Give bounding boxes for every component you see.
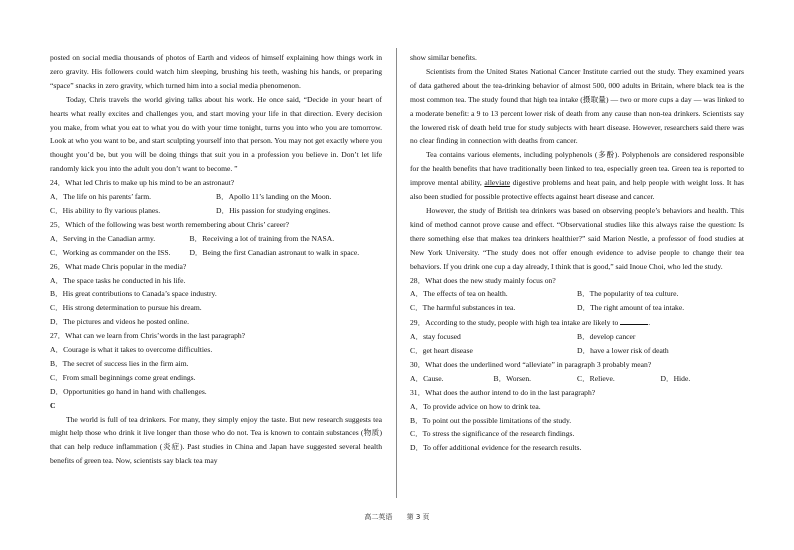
question-29-option-d[interactable]: D．have a lower risk of death (577, 346, 669, 356)
question-24-stem: 24．What led Chris to make up his mind to be an astronaut? (50, 178, 235, 188)
question-30-stem: 30．What does the underlined word “alleviate” in paragraph 3 probably mean? (410, 359, 652, 369)
question-31-option-d[interactable]: D．To offer additional evidence for the research results. (410, 443, 582, 453)
question-28-options-row (410, 287, 744, 301)
question-31-option-c[interactable]: C．To stress the significance of the research findings. (410, 429, 575, 439)
question-30-option-c[interactable]: C．Relieve. (577, 373, 615, 383)
paragraph-text: digestive problems and heat pain, and help people with weight loss. It has also been studied for possible protective effects against heart disease and cancer. (410, 178, 744, 202)
question-30-option-a[interactable]: A．Cause. (410, 373, 444, 383)
question-29-option-c[interactable]: C．get heart disease (410, 346, 473, 356)
question-30-option-d[interactable]: D．Hide. (660, 373, 691, 383)
question-30-options-row (410, 372, 744, 386)
question-29-options-row (410, 344, 744, 358)
question-28-option-d[interactable]: D．The right amount of tea intake. (577, 303, 685, 313)
passage-c-paragraph: However, the study of British tea drinkers was based on observing people’s behaviors and health. This kind of method cannot prove cause and effect. “Observational studies like this always raise the question: Is there something else that makes tea drinkers healthier?” said Marion Nestle, a professor of food studies at New York University. “The study does not offer enough evidence to advise people to change their tea behaviors. If you drink one cup a day already, I think that is good,” said Inoue Choi, who led the study. (410, 205, 744, 271)
question-25-options-row (50, 246, 382, 260)
answer-blank[interactable] (620, 315, 651, 328)
question-31-stem: 31．What does the author intend to do in the last paragraph? (410, 387, 596, 397)
question-29-option-a[interactable]: A．stay focused (410, 332, 461, 342)
passage-c-paragraph: Scientists from the United States National Cancer Institute carried out the study. They examined years of data gathered about the tea-drinking behavior of almost 500, 000 adults in Britain, where black tea is the most common tea. The study found that high tea intake (摄取量) — two or more cups a day — was linked to a moderate benefit: a 9 to 13 percent lower risk of death from any cause than non-tea drinkers. Scientists say the lowered risk of death held true for study subjects with heart disease. However, researchers said there was no clear finding in connection with deaths from cancer. (410, 66, 744, 146)
question-27-option-c[interactable]: C．From small beginnings come great endings. (50, 372, 196, 382)
question-31-option-b[interactable]: B．To point out the possible limitations of the study. (410, 415, 572, 425)
footer-subject: 高二英语 (364, 513, 393, 521)
question-24-option-b[interactable]: B．Apollo 11’s landing on the Moon. (216, 192, 332, 202)
question-25-options-row (50, 232, 382, 246)
question-28-option-a[interactable]: A．The effects of tea on health. (410, 289, 508, 299)
column-divider (396, 48, 397, 498)
passage-c-paragraph (410, 148, 744, 204)
question-27-option-a[interactable]: A．Courage is what it takes to overcome difficulties. (50, 345, 213, 355)
left-column (50, 51, 382, 468)
question-28-option-c[interactable]: C．The harmful substances in tea. (410, 303, 516, 313)
question-27-option-d[interactable]: D．Opportunities go hand in hand with challenges. (50, 386, 207, 396)
passage-c-paragraph: The world is full of tea drinkers. For many, they simply enjoy the taste. But new research suggests tea might help those who drink it live longer than those who do not. Tea is known to contain substances (物质) that can help reduce inflammation (炎症). Past studies in China and Japan have suggested several health benefits of green tea. Now, scientists say black tea may (50, 414, 382, 466)
page-footer (0, 512, 794, 522)
question-24-options-row (50, 190, 382, 204)
right-column (410, 51, 744, 455)
question-29-stem (410, 315, 744, 330)
question-26-stem: 26．What made Chris popular in the media? (50, 261, 187, 271)
passage-b-paragraph: Today, Chris travels the world giving talks about his work. He once said, “Decide in your heart of hearts what really excites and challenges you, and start moving your life in that direction. Every decision you make, from what you eat to what you do with your time tonight, turns you into who you are tomorrow. Look at who you want to be, and start sculpting yourself into that person. You may not get exactly where you thought you’d be, but you will be doing things that suit you in a profession you believe in. Don’t let life randomly kick you into the adult you don’t want to become. ” (50, 94, 382, 174)
question-28-options-row (410, 301, 744, 315)
question-27-option-b[interactable]: B．The secret of success lies in the firm aim. (50, 358, 189, 368)
question-24-option-a[interactable]: A．The life on his parents’ farm. (50, 192, 152, 202)
question-28-stem: 28．What does the new study mainly focus on? (410, 275, 556, 285)
question-24-option-c[interactable]: C．His ability to fly various planes. (50, 205, 161, 215)
question-26-option-d[interactable]: D．The pictures and videos he posted online. (50, 317, 189, 327)
paragraph-text: Tea contains various elements, including polyphenols (多酚). Polyphenols are considered responsible for the health benefits that have traditionally been linked to tea, especially green tea. Green tea is reported to improve mental ability, (410, 150, 744, 188)
question-24-options-row (50, 204, 382, 218)
question-30-option-b[interactable]: B．Worsen. (493, 373, 532, 383)
underlined-word-alleviate: alleviate (484, 178, 511, 188)
question-29-options-row (410, 330, 744, 344)
question-24-option-d[interactable]: D．His passion for studying engines. (216, 205, 331, 215)
question-28-option-b[interactable]: B．The popularity of tea culture. (577, 289, 679, 299)
question-31-option-a[interactable]: A．To provide advice on how to drink tea. (410, 401, 541, 411)
question-25-option-d[interactable]: D．Being the first Canadian astronaut to walk in space. (189, 247, 360, 257)
question-29-stem-text: 29．According to the study, people with high tea intake are likely to (410, 318, 621, 328)
question-25-stem: 25．Which of the following was best worth remembering about Chris’ career? (50, 219, 289, 229)
question-26-option-b[interactable]: B．His great contributions to Canada’s space industry. (50, 289, 217, 299)
question-29-stem-end: . (648, 318, 651, 328)
question-27-stem: 27．What can we learn from Chris’words in the last paragraph? (50, 331, 246, 341)
question-29-option-b[interactable]: B．develop cancer (577, 332, 636, 342)
question-26-option-c[interactable]: C．His strong determination to pursue his dream. (50, 303, 202, 313)
footer-page-number: 第 3 页 (406, 513, 430, 521)
passage-c-paragraph: show similar benefits. (410, 53, 477, 62)
question-25-option-b[interactable]: B．Receiving a lot of training from the NASA. (189, 233, 335, 243)
passage-b-paragraph: posted on social media thousands of photos of Earth and videos of himself explaining how things work in zero gravity. His followers could watch him sleeping, brushing his teeth, washing his hands, or preparing “space” snacks in zero gravity, which turned him into a social media phenomenon. (50, 53, 382, 90)
question-26-option-a[interactable]: A．The space tasks he conducted in his life. (50, 275, 186, 285)
question-25-option-c[interactable]: C．Working as commander on the ISS. (50, 247, 171, 257)
question-25-option-a[interactable]: A．Serving in the Canadian army. (50, 233, 156, 243)
section-c-heading: C (50, 400, 56, 410)
